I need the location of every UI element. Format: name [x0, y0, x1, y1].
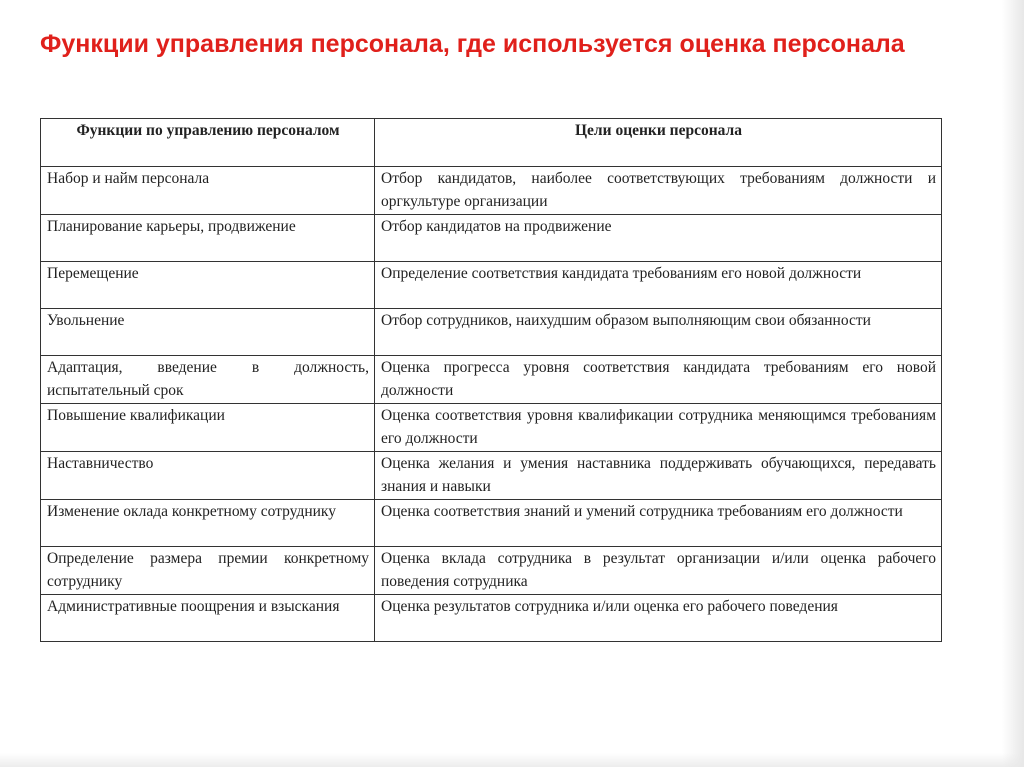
function-cell: Определение размера премии конкретному сотруднику [41, 547, 375, 595]
goal-cell: Оценка соответствия знаний и умений сотрудника требованиям его должности [375, 500, 942, 547]
table-row [41, 500, 942, 547]
slide-edge-shadow-right [1002, 0, 1024, 767]
function-cell: Увольнение [41, 309, 375, 356]
hr-functions-table [40, 118, 942, 642]
header-functions: Функции по управлению персоналом [41, 119, 375, 167]
goal-cell: Отбор кандидатов на продвижение [375, 215, 942, 262]
goal-cell: Отбор сотрудников, наихудшим образом выполняющим свои обязанности [375, 309, 942, 356]
goal-cell: Оценка желания и умения наставника поддерживать обучающихся, передавать знания и навыки [375, 452, 942, 500]
slide-title: Функции управления персонала, где используется оценка персонала [40, 30, 905, 58]
goal-cell: Определение соответствия кандидата требованиям его новой должности [375, 262, 942, 309]
table-row [41, 356, 942, 404]
function-cell: Перемещение [41, 262, 375, 309]
table-header-row [41, 119, 942, 167]
table-row [41, 595, 942, 642]
table-row [41, 309, 942, 356]
function-cell: Планирование карьеры, продвижение [41, 215, 375, 262]
slide-edge-shadow-bottom [0, 753, 1024, 767]
table-row [41, 404, 942, 452]
function-cell: Административные поощрения и взыскания [41, 595, 375, 642]
goal-cell: Отбор кандидатов, наиболее соответствующих требованиям должности и оргкультуре организации [375, 167, 942, 215]
function-cell: Изменение оклада конкретному сотруднику [41, 500, 375, 547]
table-row [41, 262, 942, 309]
function-cell: Адаптация, введение в должность, испытательный срок [41, 356, 375, 404]
goal-cell: Оценка результатов сотрудника и/или оценка его рабочего поведения [375, 595, 942, 642]
header-goals: Цели оценки персонала [375, 119, 942, 167]
table-row [41, 215, 942, 262]
table-row [41, 167, 942, 215]
table-row [41, 452, 942, 500]
function-cell: Повышение квалификации [41, 404, 375, 452]
function-cell: Наставничество [41, 452, 375, 500]
function-cell: Набор и найм персонала [41, 167, 375, 215]
goal-cell: Оценка соответствия уровня квалификации сотрудника меняющимся требованиям его должности [375, 404, 942, 452]
goal-cell: Оценка вклада сотрудника в результат организации и/или оценка рабочего поведения сотрудника [375, 547, 942, 595]
goal-cell: Оценка прогресса уровня соответствия кандидата требованиям его новой должности [375, 356, 942, 404]
table-row [41, 547, 942, 595]
